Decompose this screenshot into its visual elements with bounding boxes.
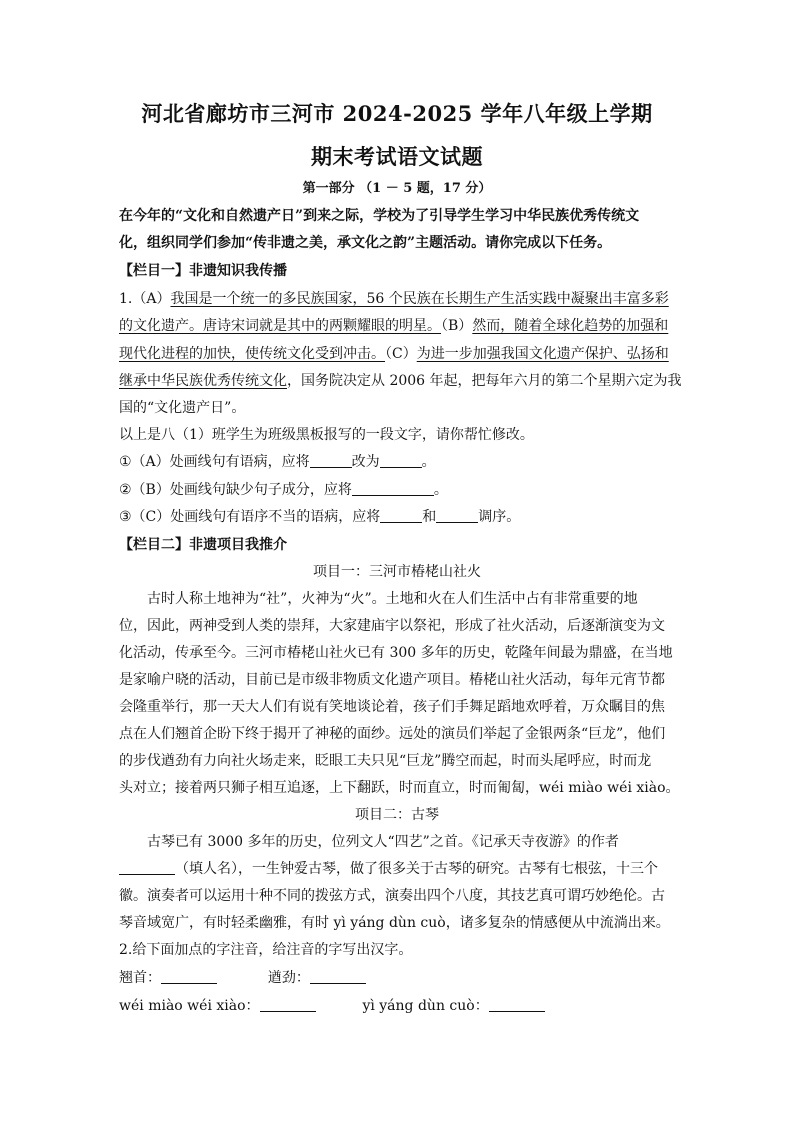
project1-line: 点在人们翘首企盼下终于揭开了神秘的面纱。远处的演员们举起了金银两条“巨龙”，他们 — [119, 726, 666, 742]
answer-blank[interactable] — [380, 508, 422, 523]
q2-field-label: 翘首： — [119, 970, 161, 986]
q1-line-2 — [119, 317, 679, 335]
answer-blank[interactable] — [352, 481, 434, 496]
q1-line-3 — [119, 345, 679, 363]
project2-line-1: 古琴已有 3000 多年的历史，位列文人“四艺”之首。《记承天寺夜游》的作者 — [147, 834, 619, 850]
answer-blank[interactable] — [260, 997, 316, 1012]
project1-line: 头对立；接着两只狮子相互追逐，上下翻跃，时而直立，时而匍匐，wéi miào wéi xiào。 — [119, 780, 680, 796]
project2-line-3: 徽。演奏者可以运用十种不同的拨弦方式，演奏出四个八度，其技艺真可谓巧妙绝伦。古 — [119, 888, 665, 904]
q1-sub-3 — [119, 508, 679, 526]
answer-blank[interactable] — [380, 453, 422, 468]
project1-line: 是家喻户晓的活动，目前已是市级非物质文化遗产项目。椿栳山社火活动，每年元宵节都 — [119, 672, 665, 688]
project1-line: 会隆重举行，那一天大人们有说有笑地谈论着，孩子们手舞足蹈地欢呼着，万众瞩目的焦 — [119, 699, 665, 715]
q1-sub-1-end: 。 — [421, 454, 436, 470]
answer-blank[interactable] — [161, 969, 217, 984]
q1-sub-2-end: 。 — [433, 482, 448, 498]
q1-underlined-a: 我国是一个统一的多民族国家，56 个民族在长期生产生活实践中凝聚出丰富多彩 — [170, 291, 669, 307]
answer-blank[interactable] — [489, 997, 545, 1012]
q1-line-1 — [119, 290, 679, 308]
q1-underlined-a-cont: 的文化遗产。唐诗宋词就是其中的两颗耀眼的明星。 — [119, 318, 441, 334]
q1-sub-3-text: ③（C）处画线句有语序不当的语病，应将 — [119, 509, 381, 525]
q1-line-5: 国的“文化遗产日”。 — [119, 400, 246, 416]
author-name-blank[interactable] — [119, 860, 175, 875]
q1-instruction: 以上是八（1）班学生为班级黑板报写的一段文字，请你帮忙修改。 — [119, 427, 534, 443]
q2-row-1 — [119, 969, 679, 987]
section2-heading: 【栏目二】非遗项目我推介 — [119, 537, 287, 553]
q1-sub-1 — [119, 453, 679, 471]
project2-title: 项目二：古琴 — [355, 807, 439, 823]
q1-sub-3-end: 调序。 — [478, 509, 521, 525]
intro-line-2: 化，组织同学们参加“传非遗之美，承文化之韵”主题活动。请你完成以下任务。 — [119, 235, 612, 251]
q2-field-label: wéi miào wéi xiào： — [119, 998, 260, 1014]
project2-line-4: 琴音域宽广，有时轻柔幽雅，有时 yì yáng dùn cuò，诸多复杂的情感便从中流淌出来。 — [119, 915, 670, 931]
q1-mark-c: （C） — [385, 346, 417, 362]
answer-blank[interactable] — [310, 969, 366, 984]
q2-field-label: yì yáng dùn cuò： — [362, 998, 489, 1014]
page-title-line-2: 期末考试语文试题 — [311, 144, 483, 169]
answer-blank[interactable] — [436, 508, 478, 523]
project1-line: 化活动，传承至今。三河市椿栳山社火已有 300 多年的历史，乾隆年间最为鼎盛，在当地 — [119, 645, 673, 661]
q1-sub-3-mid: 和 — [422, 509, 437, 525]
project1-title: 项目一：三河市椿栳山社火 — [313, 564, 481, 580]
q1-line-4 — [119, 372, 682, 390]
project1-line: 古时人称土地神为“社”，火神为“火”。土地和火在人们生活中占有非常重要的地 — [147, 591, 638, 607]
section1-heading: 【栏目一】非遗知识我传播 — [119, 263, 287, 279]
project2-line-2 — [119, 860, 679, 878]
q1-sub-2-text: ②（B）处画线句缺少句子成分，应将 — [119, 482, 352, 498]
q1-number: 1.（A） — [119, 291, 171, 307]
q1-line-4-rest: ，国务院决定从 2006 年起，把每年六月的第二个星期六定为我 — [287, 373, 682, 389]
q1-mark-b: （B） — [441, 318, 473, 334]
project1-line: 的步伐遒劲有力向社火场走来，眨眼工夫只见“巨龙”腾空而起，时而头尾呼应，时而龙 — [119, 753, 652, 769]
answer-blank[interactable] — [310, 453, 352, 468]
q2-field-label: 遒劲： — [267, 970, 310, 986]
part1-heading: 第一部分 （1 － 5 题，17 分） — [302, 181, 492, 196]
q2-row-2 — [119, 997, 679, 1015]
project2-line-2-text: （填人名），一生钟爱古琴，做了很多关于古琴的研究。古琴有七根弦，十三个 — [175, 861, 658, 877]
q1-underlined-c: 为进一步加强我国文化遗产保护、弘扬和 — [416, 346, 669, 362]
q2-prompt: 2.给下面加点的字注音，给注音的字写出汉字。 — [119, 942, 413, 958]
project1-line: 位，因此，两神受到人类的崇拜，大家建庙宇以祭祀，形成了社火活动，后逐渐演变为文 — [119, 618, 665, 634]
q1-sub-1-text: ①（A）处画线句有语病，应将 — [119, 454, 310, 470]
q1-underlined-b-cont: 现代化进程的加快，使传统文化受到冲击。 — [119, 346, 385, 362]
page-title-line-1: 河北省廊坊市三河市 2024-2025 学年八年级上学期 — [141, 101, 653, 126]
q1-sub-1-mid: 改为 — [351, 454, 380, 470]
intro-line-1: 在今年的“文化和自然遗产日”到来之际，学校为了引导学生学习中华民族优秀传统文 — [119, 208, 640, 224]
q1-sub-2 — [119, 481, 679, 499]
q1-underlined-b: 然而，随着全球化趋势的加强和 — [472, 318, 669, 334]
q1-underlined-c-cont: 继承中华民族优秀传统文化 — [119, 373, 287, 389]
